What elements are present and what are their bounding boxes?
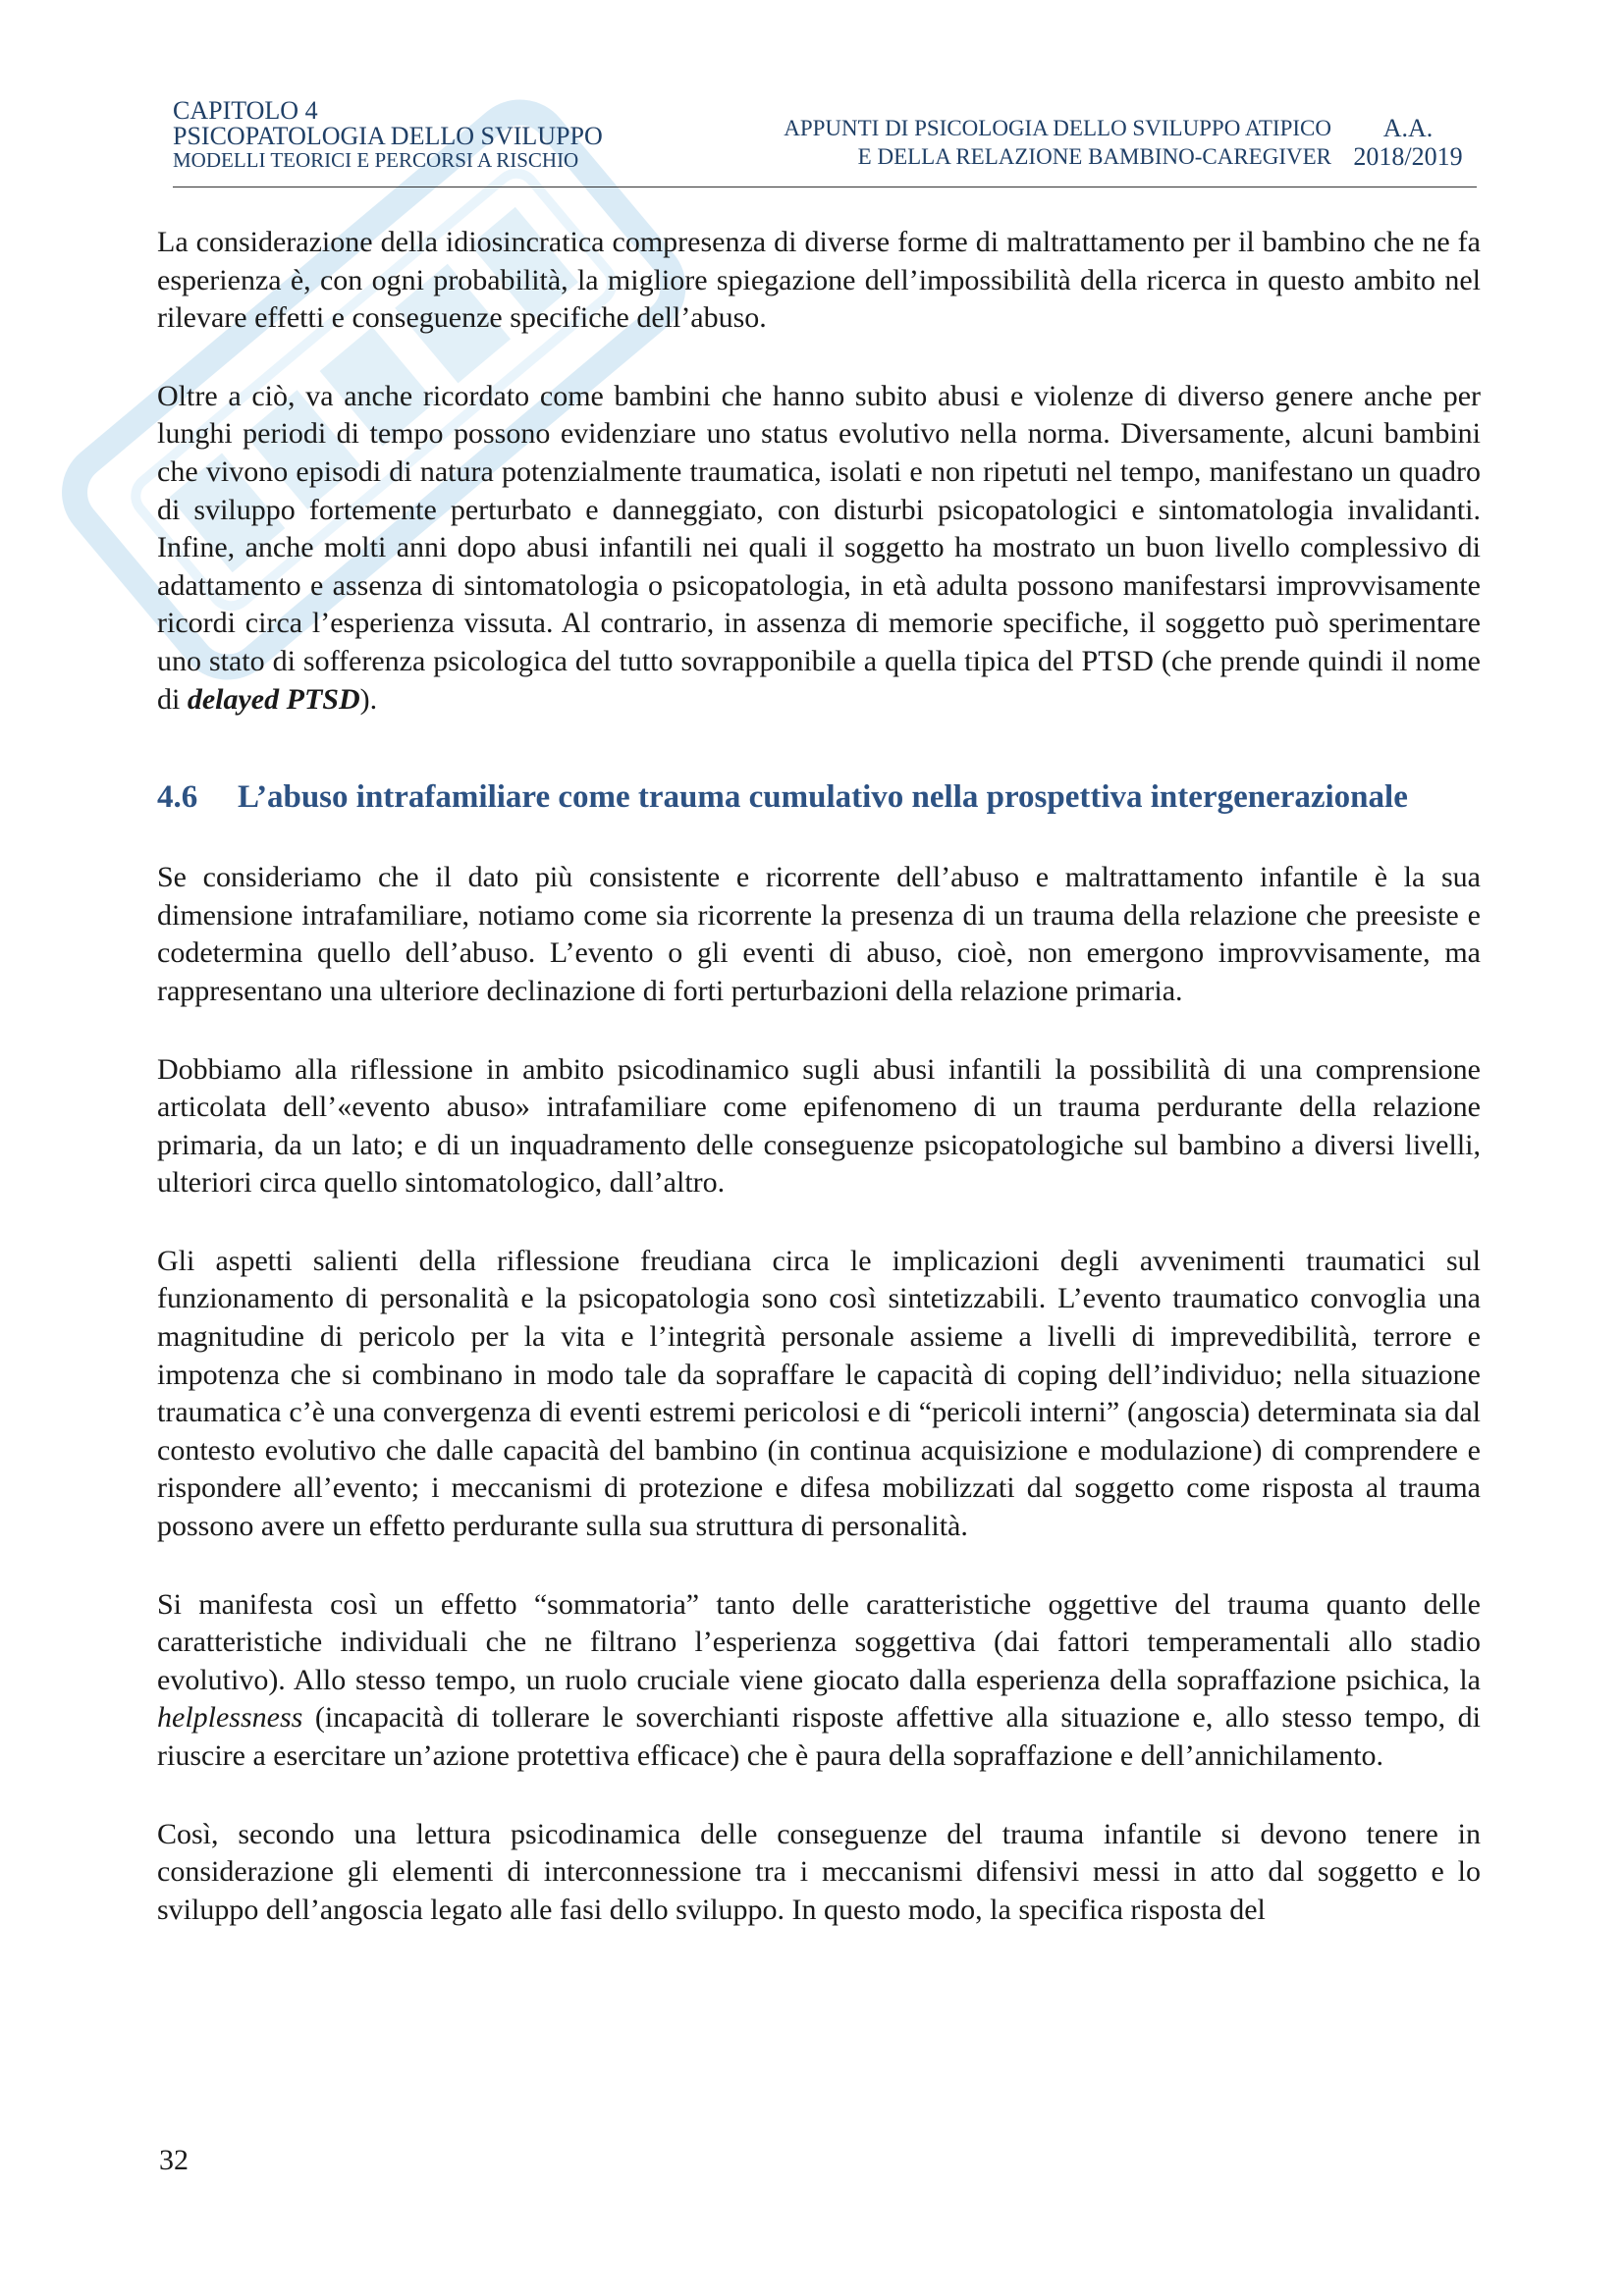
helplessness-term: helplessness bbox=[157, 1701, 303, 1735]
delayed-ptsd-term: delayed PTSD bbox=[187, 682, 360, 716]
section-number: 4.6 bbox=[157, 779, 198, 816]
chapter-title: PSICOPATOLOGIA DELLO SVILUPPO bbox=[173, 122, 603, 150]
chapter-subtitle: MODELLI TEORICI E PERCORSI A RISCHIO bbox=[173, 148, 579, 172]
paragraph-1: La considerazione della idiosincratica compresenza di diverse forme di maltrattamento per il bambino che ne fa esperienza è, con ogni probabilità, la migliore spiegazione dell’impossibilità della ricerca in questo ambito nel rilevare effetti e conseguenze specifiche dell’abuso. bbox=[157, 226, 1481, 335]
paragraph-4: Dobbiamo alla riflessione in ambito psicodinamico sugli abusi infantili la possibilità di una comprensione articolata dell’«evento abuso» intrafamiliare come epifenomeno di un trauma perdurante della relazione primaria, da un lato; e di un inquadramento delle conseguenze psicopatologiche sul bambino a diversi livelli, ulteriori circa quello sintomatologico, dall’altro. bbox=[157, 1052, 1481, 1200]
academic-year-label: A.A. bbox=[1382, 114, 1434, 142]
chapter-block bbox=[173, 98, 603, 171]
academic-year-value: 2018/2019 bbox=[1353, 142, 1463, 171]
page-number: 32 bbox=[159, 2144, 189, 2176]
section-heading bbox=[157, 777, 1481, 818]
academic-year bbox=[1339, 114, 1477, 171]
course-title-line1: APPUNTI DI PSICOLOGIA DELLO SVILUPPO ATIPICO bbox=[784, 116, 1331, 140]
section-title: L’abuso intrafamiliare come trauma cumulativo nella prospettiva intergenerazionale bbox=[238, 779, 1408, 816]
paragraph-7: Così, secondo una lettura psicodinamica delle conseguenze del trauma infantile si devono tenere in considerazione gli elementi di interconnessione tra i meccanismi difensivi messi in atto dal soggetto e lo sviluppo dell’angoscia legato alle fasi dello sviluppo. In questo modo, la specifica risposta del bbox=[157, 1817, 1481, 1926]
paragraph-5: Gli aspetti salienti della riflessione freudiana circa le implicazioni degli avvenimenti traumatici sul funzionamento di personalità e la psicopatologia sono così sintetizzabili. L’evento traumatico convoglia una magnitudine di pericolo per la vita e l’integrità personale assieme a livelli di imprevedibilità, terrore e impotenza che si combinano in modo tale da sopraffare le capacità di coping dell’individuo; nella situazione traumatica c’è una convergenza di eventi estremi pericolosi e di “pericoli interni” (angoscia) determinata sia dal contesto evolutivo che dalle capacità del bambino (in continua acquisizione e modulazione) di comprendere e rispondere all’evento; i meccanismi di protezione e difesa mobilizzati dal soggetto come risposta al trauma possono avere un effetto perdurante sulla sua struttura di personalità. bbox=[157, 1244, 1481, 1543]
paragraph-3: Se consideriamo che il dato più consistente e ricorrente dell’abuso e maltrattamento infantile è la sua dimensione intrafamiliare, notiamo come sia ricorrente la presenza di un trauma della relazione che preesiste e codetermina quello dell’abuso. L’evento o gli eventi di abuso, cioè, non emergono improvvisamente, ma rappresentano una ulteriore declinazione di forti perturbazioni della relazione primaria. bbox=[157, 861, 1481, 1007]
chapter-label: CAPITOLO 4 bbox=[173, 96, 318, 125]
paragraph-6 bbox=[157, 1586, 1481, 1776]
paragraph-2-end: ). bbox=[359, 682, 378, 716]
paragraph-2-text: Oltre a ciò, va anche ricordato come bambini che hanno subito abusi e violenze di diverso genere anche per lunghi periodi di tempo possono evidenziare uno status evolutivo nella norma. Diversamente, alcuni bambini che vivono episodi di natura potenzialmente traumatica, isolati e non ripetuti nel tempo, manifestano un quadro di sviluppo fortemente perturbato e danneggiato, con disturbi psicopatologici e sintomatologia invalidanti. Infine, anche molti anni dopo abusi infantili nei quali il soggetto ha mostrato un buon livello complessivo di adattamento e assenza di sintomatologia o psicopatologia, in età adulta possono manifestarsi improvvisamente ricordi circa l’esperienza vissuta. Al contrario, in assenza di memorie specifiche, il soggetto può sperimentare uno stato di sofferenza psicologica del tutto sovrapponibile a quella tipica del PTSD (che prende quindi il nome di bbox=[157, 379, 1481, 716]
paragraph-6-end: (incapacità di tollerare le soverchianti risposte affettive alla situazione e, allo stesso tempo, di riuscire a esercitare un’azione protettiva efficace) che è paura della sopraffazione e dell’annichilamento. bbox=[157, 1701, 1481, 1772]
page-header bbox=[173, 98, 1477, 196]
course-title-line2: E DELLA RELAZIONE BAMBINO-CAREGIVER bbox=[857, 144, 1331, 169]
page-body bbox=[157, 224, 1481, 1969]
paragraph-6-text: Si manifesta così un effetto “sommatoria” tanto delle caratteristiche oggettive del trauma quanto delle caratteristiche individuali che ne filtrano l’esperienza soggettiva (dai fattori temperamentali allo stadio evolutivo). Allo stesso tempo, un ruolo cruciale viene giocato dalla esperienza della sopraffazione psichica, la bbox=[157, 1587, 1481, 1696]
course-title bbox=[723, 114, 1331, 171]
paragraph-2 bbox=[157, 378, 1481, 719]
